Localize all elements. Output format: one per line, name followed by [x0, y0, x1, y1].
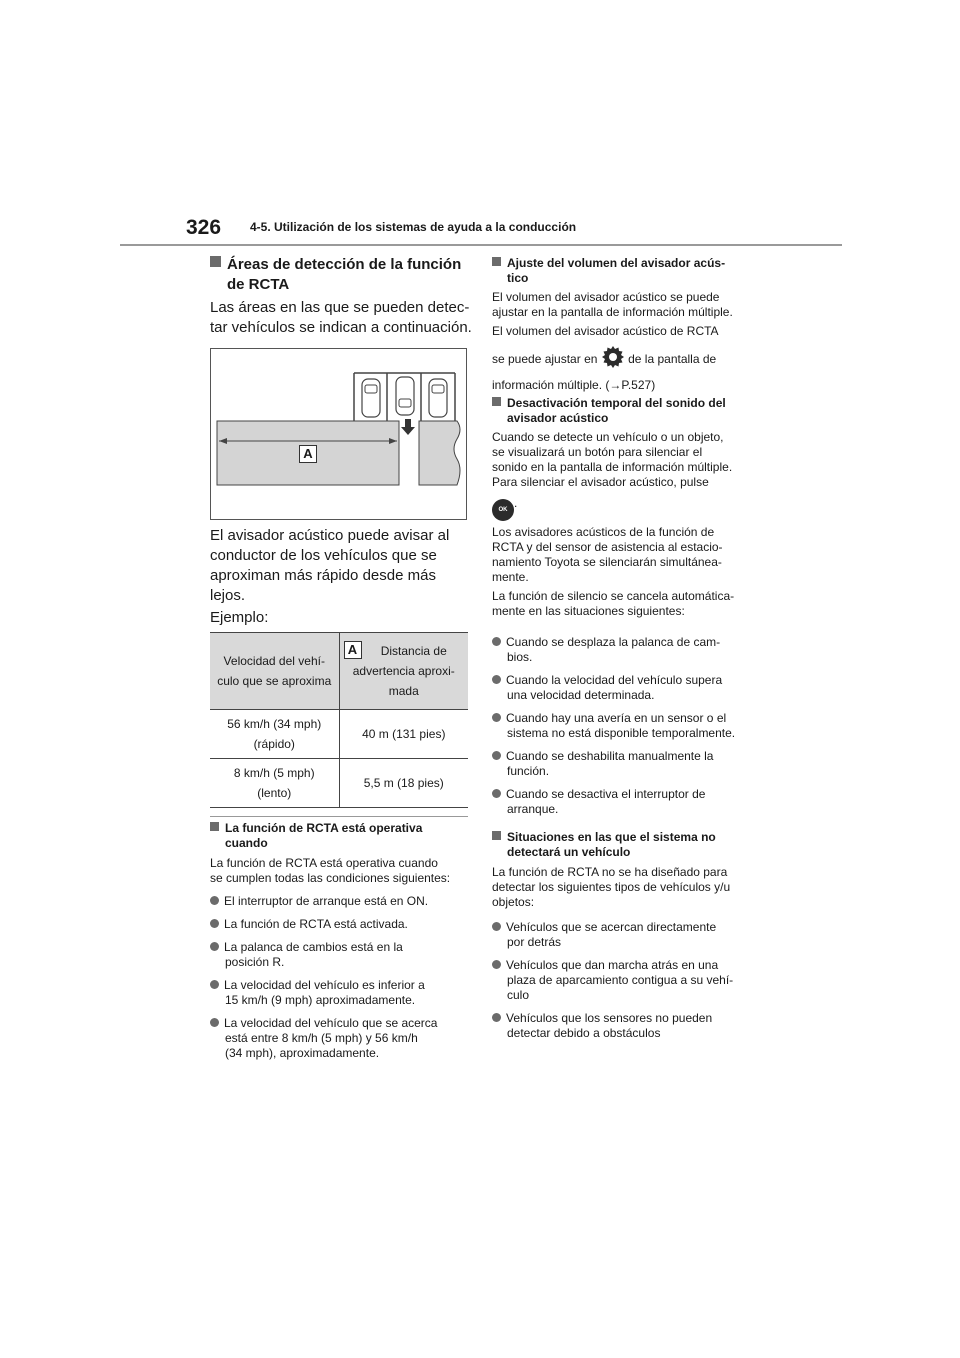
- round-bullet-icon: [492, 789, 501, 798]
- area-a-label: A: [344, 641, 362, 659]
- cancel-conditions-list: [492, 635, 762, 817]
- round-bullet-icon: [492, 1013, 501, 1022]
- separator: [210, 816, 468, 817]
- round-bullet-icon: [210, 1018, 219, 1027]
- square-bullet-icon: [210, 256, 221, 267]
- round-bullet-icon: [492, 675, 501, 684]
- list-item: El interruptor de arranque está en ON.: [210, 894, 475, 909]
- list-item: La velocidad del vehículo que se acerca está entre 8 km/h (5 mph) y 56 km/h (34 mph), aproximadamente.: [210, 1016, 475, 1061]
- chapter-title: 4-5. Utilización de los sistemas de ayuda a la conducción: [250, 220, 577, 234]
- list-item: La palanca de cambios está en la posición R.: [210, 940, 475, 970]
- section-title-detection-areas: Áreas de detección de la función de RCTA: [210, 255, 470, 295]
- round-bullet-icon: [492, 637, 501, 646]
- round-bullet-icon: [492, 922, 501, 931]
- list-item: Cuando se desactiva el interruptor de arranque.: [492, 787, 762, 817]
- list-item: Vehículos que dan marcha atrás en una plaza de aparcamiento contigua a su vehí- culo: [492, 958, 762, 1003]
- no-detection-list: [492, 920, 762, 1041]
- table-row: 56 km/h (34 mph) (rápido) 40 m (131 pies): [210, 710, 468, 759]
- header-distance: A Distancia de advertencia aproxi- mada: [339, 633, 468, 710]
- conditions-list: [210, 894, 475, 1061]
- square-bullet-icon: [492, 257, 501, 266]
- list-item: La velocidad del vehículo es inferior a 15 km/h (9 mph) aproximadamente.: [210, 978, 475, 1008]
- warning-text: El avisador acústico puede avisar al conductor de los vehículos que se aproximan más rápido desde más lejos.: [210, 527, 450, 604]
- round-bullet-icon: [492, 960, 501, 969]
- header-rule: [120, 244, 842, 246]
- header-speed: Velocidad del vehí- culo que se aproxima: [210, 633, 339, 710]
- deactivation-text: Cuando se detecte un vehículo o un objeto, se visualizará un botón para silenciar el sonido en la pantalla de información múltiple. Para silenciar el avisador acústico, pulse OK . Los avisadores acústicos de la función de RCTA y del sensor de asistencia al estacio- namiento Toyota se silenciarán simultánea- mente. La función de silencio se cancela automática- mente en las situaciones siguientes:: [492, 430, 735, 618]
- list-item: Vehículos que se acercan directamente por detrás: [492, 920, 762, 950]
- square-bullet-icon: [492, 397, 501, 406]
- volume-text: El volumen del avisador acústico se puede ajustar en la pantalla de información múltiple. El volumen del avisador acústico de RCTA se puede ajustar en de la pantalla de información múltiple. (→P.527): [492, 290, 733, 392]
- list-item: Cuando se desplaza la palanca de cam- bios.: [492, 635, 762, 665]
- operative-title: La función de RCTA está operativa cuando: [210, 821, 470, 851]
- no-detection-title: Situaciones en las que el sistema no detectará un vehículo: [492, 830, 762, 860]
- round-bullet-icon: [210, 980, 219, 989]
- page-number: 326: [186, 216, 222, 239]
- round-bullet-icon: [492, 751, 501, 760]
- list-item: Cuando la velocidad del vehículo supera una velocidad determinada.: [492, 673, 762, 703]
- gear-icon: [601, 345, 625, 378]
- operative-text: La función de RCTA está operativa cuando se cumplen todas las condiciones siguientes:: [210, 856, 451, 885]
- list-item: Vehículos que los sensores no pueden detectar debido a obstáculos: [492, 1011, 762, 1041]
- example-label: Ejemplo:: [210, 609, 269, 626]
- round-bullet-icon: [210, 919, 219, 928]
- no-detection-text: La función de RCTA no se ha diseñado para detectar los siguientes tipos de vehículos y/u objetos:: [492, 865, 731, 909]
- ok-button-icon: OK: [492, 499, 514, 521]
- square-bullet-icon: [492, 831, 501, 840]
- area-a-label: A: [299, 445, 317, 463]
- detection-area-diagram: [210, 348, 467, 520]
- list-item: La función de RCTA está activada.: [210, 917, 475, 932]
- deactivation-title: Desactivación temporal del sonido del avisador acústico: [492, 396, 762, 426]
- list-item: Cuando se deshabilita manualmente la función.: [492, 749, 762, 779]
- warning-distance-table: [210, 632, 468, 808]
- round-bullet-icon: [210, 896, 219, 905]
- detection-intro: Las áreas en las que se pueden detec- tar vehículos se indican a continuación.: [210, 299, 472, 336]
- table-row: 8 km/h (5 mph) (lento) 5,5 m (18 pies): [210, 759, 468, 808]
- round-bullet-icon: [492, 713, 501, 722]
- list-item: Cuando hay una avería en un sensor o el sistema no está disponible temporalmente.: [492, 711, 762, 741]
- square-bullet-icon: [210, 822, 219, 831]
- volume-title: Ajuste del volumen del avisador acús- tico: [492, 256, 762, 286]
- table-header-row: [210, 633, 468, 710]
- round-bullet-icon: [210, 942, 219, 951]
